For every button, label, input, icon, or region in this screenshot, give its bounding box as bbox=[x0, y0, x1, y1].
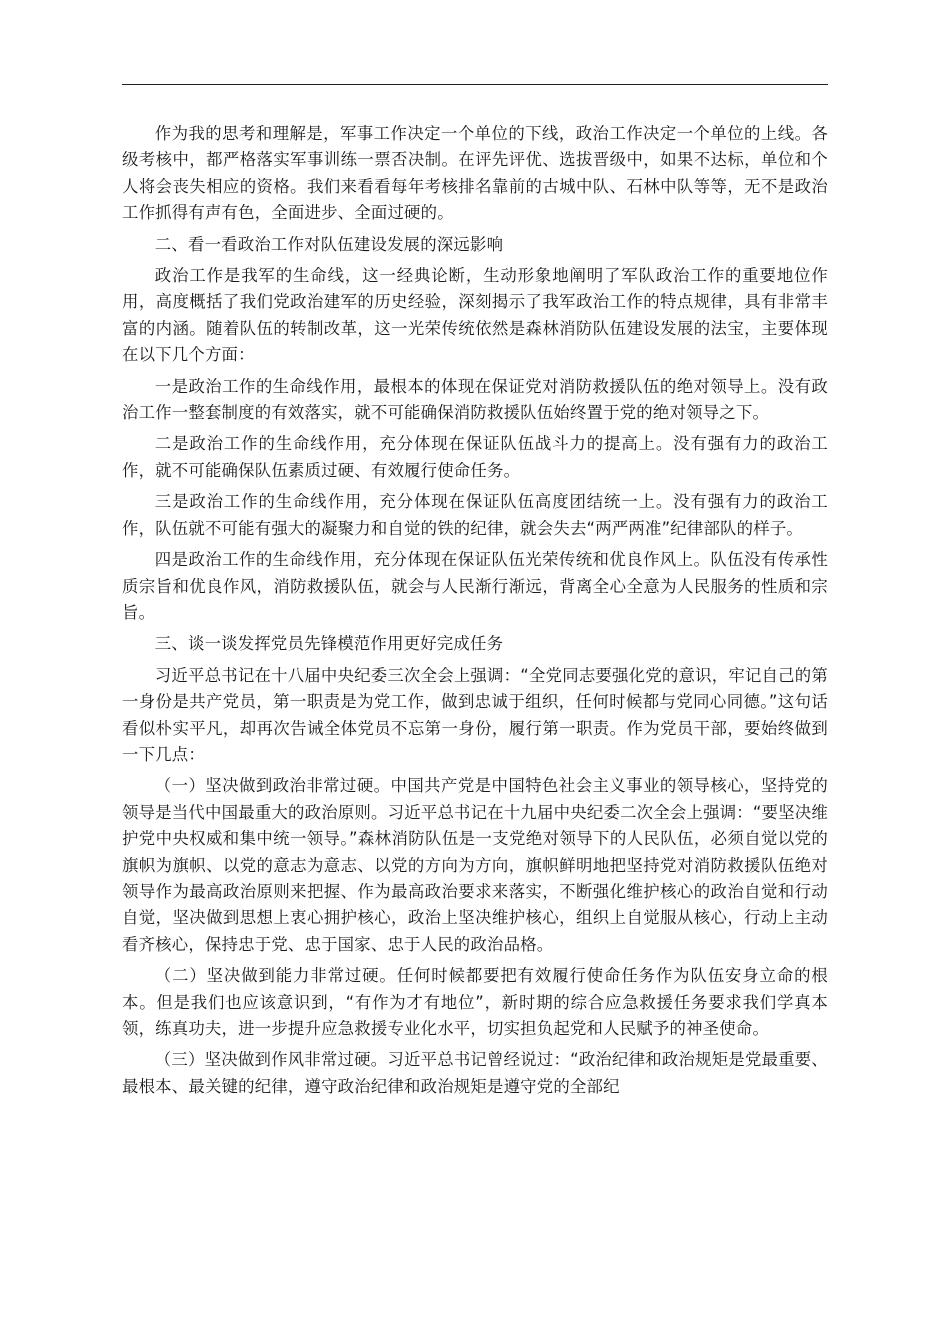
header-rule bbox=[122, 84, 828, 85]
paragraph: （三）坚决做到作风非常过硬。习近平总书记曾经说过：“政治纪律和政治规矩是党最重要、最根本、最关键的纪律，遵守政治纪律和政治规矩是遵守党的全部纪 bbox=[122, 1050, 828, 1096]
paragraph: （一）坚决做到政治非常过硬。中国共产党是中国特色社会主义事业的领导核心，坚持党的领导是当代中国最重大的政治原则。习近平总书记在十九届中央纪委二次全会上强调：“要坚决维护党中央权威和集中统一领导。”森林消防队伍是一支党绝对领导下的人民队伍，必须自觉以党的旗帜为旗帜、以党的意志为意志、以党的方向为方向，旗帜鲜明地把坚持党对消防救援队伍绝对领导作为最高政治原则来把握、作为最高政治要求来落实，不断强化维护核心的政治自觉和行动自觉，坚决做到思想上衷心拥护核心，政治上坚决维护核心，组织上自觉服从核心，行动上主动看齐核心，保持忠于党、忠于国家、忠于人民的政治品格。 bbox=[122, 776, 828, 954]
paragraph: 三是政治工作的生命线作用，充分体现在保证队伍高度团结统一上。没有强有力的政治工作，队伍就不可能有强大的凝聚力和自觉的铁的纪律，就会失去“两严两准”纪律部队的样子。 bbox=[122, 492, 828, 538]
section-heading: 三、谈一谈发挥党员先锋模范作用更好完成任务 bbox=[154, 634, 504, 654]
document-body bbox=[122, 121, 828, 1105]
paragraph: 政治工作是我军的生命线，这一经典论断，生动形象地阐明了军队政治工作的重要地位作用，高度概括了我们党政治建军的历史经验，深刻揭示了我军政治工作的特点规律，具有非常丰富的内涵。随着队伍的转制改革，这一光荣传统依然是森林消防队伍建设发展的法宝，主要体现在以下几个方面： bbox=[122, 266, 828, 365]
section-heading: 二、看一看政治工作对队伍建设发展的深远影响 bbox=[154, 234, 504, 254]
paragraph: 一是政治工作的生命线作用，最根本的体现在保证党对消防救援队伍的绝对领导上。没有政治工作一整套制度的有效落实，就不可能确保消防救援队伍始终置于党的绝对领导之下。 bbox=[122, 376, 828, 423]
paragraph: （二）坚决做到能力非常过硬。任何时候都要把有效履行使命任务作为队伍安身立命的根本。但是我们也应该意识到，“有作为才有地位”，新时期的综合应急救援任务要求我们学真本领，练真功夫，进一步提升应急救援专业化水平，切实担负起党和人民赋予的神圣使命。 bbox=[122, 966, 828, 1038]
paragraph: 二是政治工作的生命线作用，充分体现在保证队伍战斗力的提高上。没有强有力的政治工作，就不可能确保队伍素质过硬、有效履行使命任务。 bbox=[122, 434, 828, 480]
paragraph: 四是政治工作的生命线作用，充分体现在保证队伍光荣传统和优良作风上。队伍没有传承性质宗旨和优良作风，消防救援队伍，就会与人民渐行渐远，背离全心全意为人民服务的性质和宗旨。 bbox=[122, 550, 828, 622]
paragraph: 习近平总书记在十八届中央纪委三次全会上强调：“全党同志要强化党的意识，牢记自己的第一身份是共产党员，第一职责是为党工作，做到忠诚于组织，任何时候都与党同心同德。”这句话看似朴实平凡，却再次告诫全体党员不忘第一身份，履行第一职责。作为党员干部，要始终做到一下几点： bbox=[122, 665, 828, 764]
paragraph: 作为我的思考和理解是，军事工作决定一个单位的下线，政治工作决定一个单位的上线。各级考核中，都严格落实军事训练一票否决制。在评先评优、选拔晋级中，如果不达标，单位和个人将会丧失相应的资格。我们来看看每年考核排名靠前的古城中队、石林中队等等，无不是政治工作抓得有声有色，全面进步、全面过硬的。 bbox=[122, 124, 828, 223]
